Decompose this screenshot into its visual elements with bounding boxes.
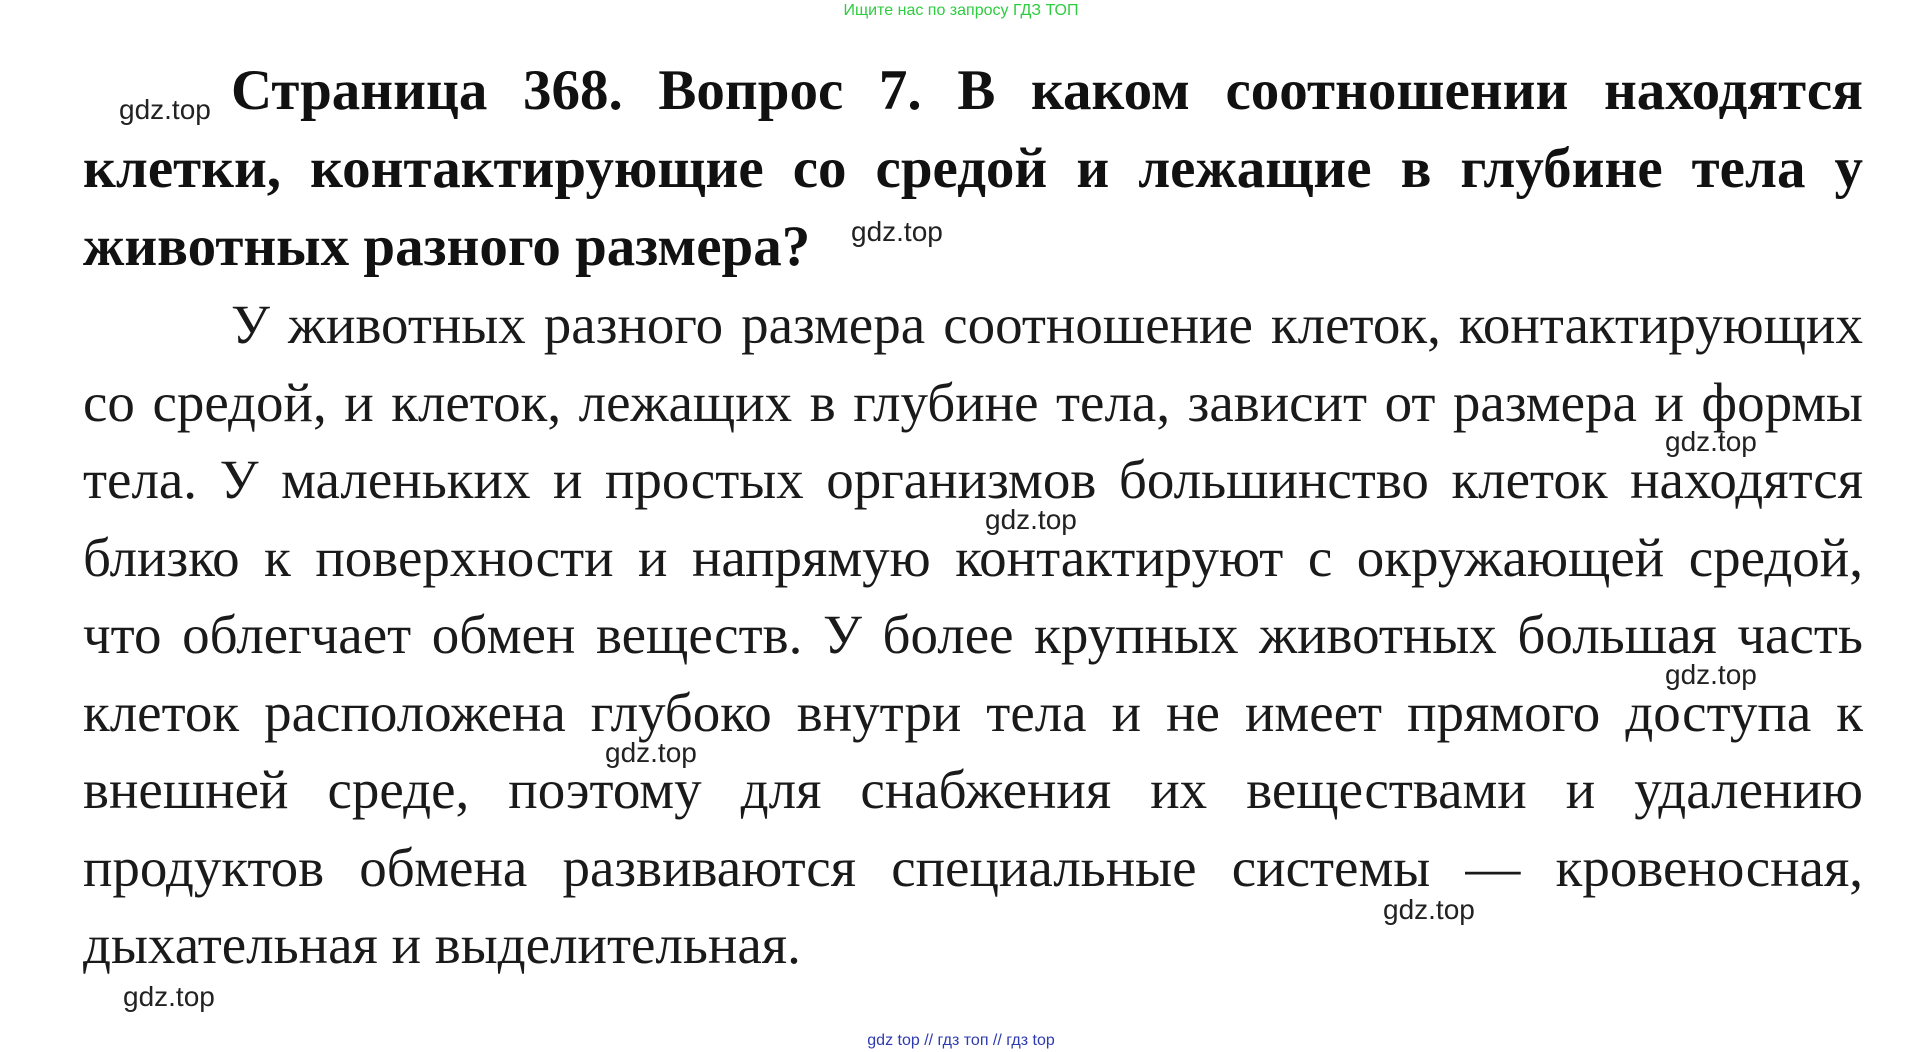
watermark: gdz.top bbox=[1383, 894, 1475, 925]
answer-paragraph: У животных разного размера соотношение клеток, контактирующих со средой, и клеток, лежащих в глубине тела, зависит от размера и формы тела. У маленьких и простых организмов большинство клеток находятся близко к поверхности и напрямую контактируют с окружающей средой, что облегчает обмен веществ. У более крупных животных большая часть клеток расположена глубоко внутри тела и не имеет прямого доступа к внешней среде, поэтому для снабжения их веществами и удалению продуктов обмена развиваются специальные системы — кровеносная, дыхательная и выделительная. bbox=[83, 294, 1863, 975]
watermark: gdz.top bbox=[123, 981, 215, 1012]
watermark: gdz.top bbox=[1665, 659, 1757, 690]
watermark: gdz.top bbox=[985, 504, 1077, 535]
watermark: gdz.top bbox=[1665, 426, 1757, 457]
document-content bbox=[83, 52, 1863, 984]
footer-banner: gdz top // гдз топ // гдз top bbox=[867, 1032, 1055, 1049]
search-hint-banner: Ищите нас по запросу ГДЗ ТОП bbox=[843, 2, 1079, 19]
question-text: Страница 368. Вопрос 7. В каком соотношении находятся клетки, контактирующие со средой и лежащие в глубине тела у животных разного размера? bbox=[83, 59, 1863, 278]
question-heading bbox=[83, 52, 1863, 286]
watermark: gdz.top bbox=[119, 94, 211, 125]
watermark: gdz.top bbox=[605, 737, 697, 768]
watermark: gdz.top bbox=[851, 216, 943, 247]
